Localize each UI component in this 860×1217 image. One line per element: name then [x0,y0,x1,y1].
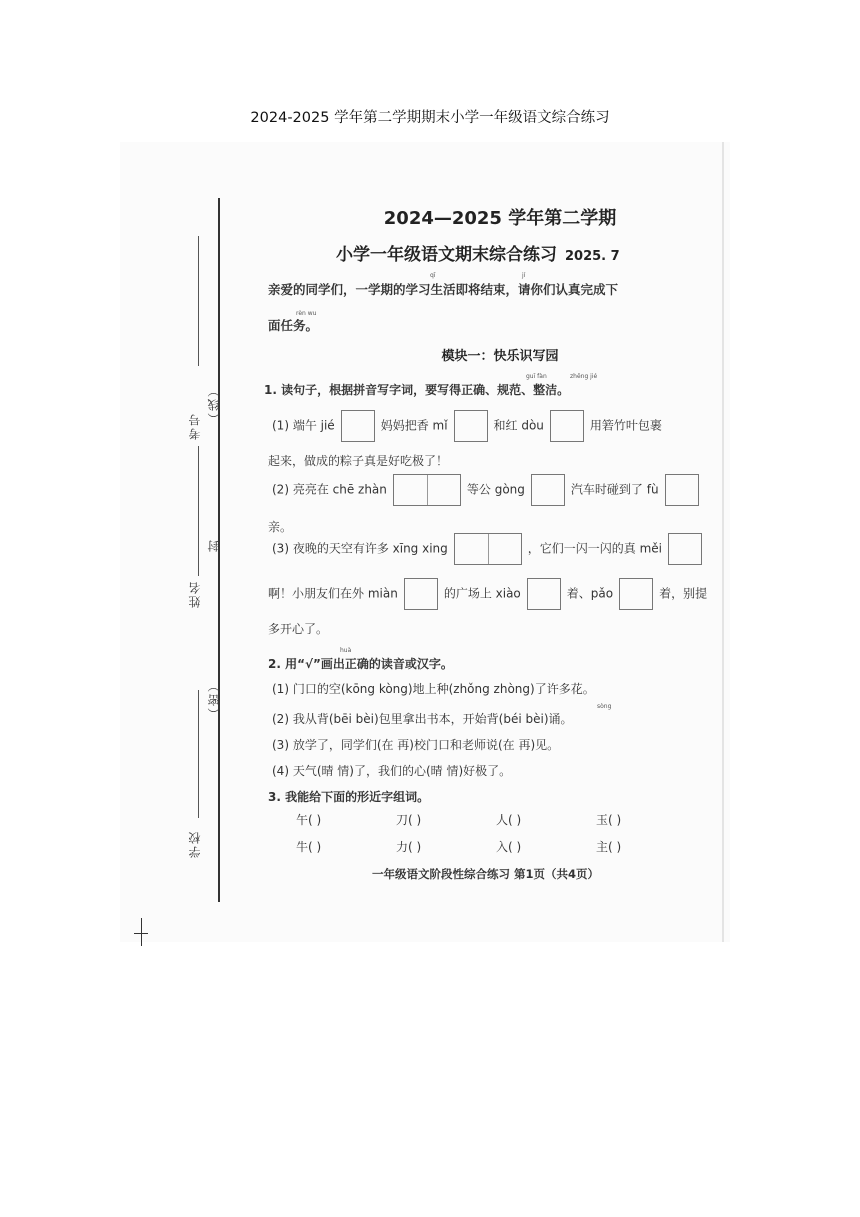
ruby-ji: jí [522,272,526,279]
q1-s2-a: (2) 亮亮在 chē zhàn [272,482,387,497]
q2-s2: (2) 我从背(bēi bèi)包里拿出书本，开始背(béi bèi)诵。 [272,712,573,726]
q1-s3-c: 啊！小朋友们在外 miàn [268,586,398,601]
sheet-title-line1: 2024—2025 学年第二学期 [383,208,617,229]
q1-sentence3 [272,533,708,565]
answer-box[interactable] [665,474,699,506]
margin-xuexiao-line [198,690,199,818]
q2-title: 2. 用“√”画出正确的读音或汉字。 [268,657,453,671]
answer-box[interactable] [531,474,565,506]
answer-box[interactable] [619,578,653,610]
q1-s3-a: (3) 夜晚的天空有许多 xīng xing [272,541,448,556]
q1-s1-c: 和红 dòu [493,418,544,433]
sheet-footer: 一年级语文阶段性综合练习 第1页（共4页） [372,867,600,881]
q3-item: 牛( ) [296,840,322,854]
sheet-title-text: 小学一年级语文期末综合练习 [336,245,557,265]
margin-xian-label: （线） [207,383,221,425]
margin-xuexiao-label: 学校 [188,830,202,858]
q1-s1-b: 妈妈把香 mǐ [380,418,448,433]
q1-s2-c: 汽车时碰到了 fù [570,482,659,497]
ruby-zhengjie: zhěng jié [570,373,598,380]
intro-line2: 面任务。 [268,318,319,333]
q1-s3-g: 多开心了。 [268,622,329,636]
sheet-date: 2025. 7 [565,249,620,264]
ruby-renwu: rèn wu [296,310,317,317]
answer-box[interactable] [527,578,561,610]
crop-mark-vertical [141,918,142,946]
q2-s3: (3) 放学了，同学们(在 再)校门口和老师说(在 再)见。 [272,738,560,752]
q2-s4: (4) 天气(晴 情)了，我们的心(晴 情)好极了。 [272,764,512,778]
answer-box[interactable] [668,533,702,565]
q3-row1 [296,811,696,828]
q1-s3-d: 的广场上 xiào [443,586,521,601]
q1-title: 1. 读句子，根据拼音写字词，要写得正确、规范、整洁。 [264,383,570,397]
q2-s1: (1) 门口的空(kōng kòng)地上种(zhǒng zhòng)了许多花。 [272,682,595,696]
sheet-title-line2 [336,240,620,265]
q1-s2-b: 等公 gòng [466,482,525,497]
answer-box[interactable] [341,410,375,442]
margin-xingming-line [198,446,199,576]
margin-mi-label: （密） [207,678,221,720]
q1-s1-d: 用箬竹叶包裹 [589,418,662,433]
q3-item: 力( ) [396,840,422,854]
q3-item: 主( ) [596,840,622,854]
margin-xingming-label: 姓名 [188,580,202,608]
q3-title: 3. 我能给下面的形近字组词。 [268,790,430,804]
margin-feng-label: 封 [207,538,221,552]
margin-kaohao-label: 考号 [188,412,202,440]
q3-item: 人( ) [496,813,522,827]
answer-box[interactable] [550,410,584,442]
ruby-song: sòng [597,703,612,710]
q3-item: 午( ) [296,813,322,827]
q1-s3-e: 着、pǎo [566,586,614,601]
q1-s2-d: 亲。 [268,520,293,534]
q3-item: 入( ) [496,840,522,854]
q3-item: 玉( ) [596,813,622,827]
ruby-qi: qī [430,272,436,279]
document-title: 2024-2025 学年第二学期期末小学一年级语文综合练习 [250,110,610,126]
q1-s3-f: 着，别提 [659,586,708,601]
section-title: 模块一：快乐识写园 [441,349,559,364]
q1-sentence1 [272,410,662,442]
answer-box[interactable] [404,578,438,610]
q3-item: 刀( ) [396,813,422,827]
answer-box[interactable] [454,410,488,442]
crop-mark-horizontal [134,933,148,934]
ruby-hua: huà [340,647,352,654]
q1-s1-a: (1) 端午 jié [272,418,335,433]
intro-line1: 亲爱的同学们，一学期的学习生活即将结束，请你们认真完成下 [268,282,619,297]
q3-row2 [296,838,696,855]
q1-sentence2 [272,474,705,506]
scan-edge [722,142,724,942]
q1-sentence3-cont [268,578,707,610]
ruby-guifan: guī fàn [526,373,547,380]
margin-kaohao-line [198,236,199,366]
q1-s1-e: 起来，做成的粽子真是好吃极了！ [268,454,449,468]
answer-box-double[interactable] [393,474,461,506]
q1-s3-b: ，它们一闪一闪的真 měi [527,541,662,556]
answer-box-double[interactable] [454,533,522,565]
